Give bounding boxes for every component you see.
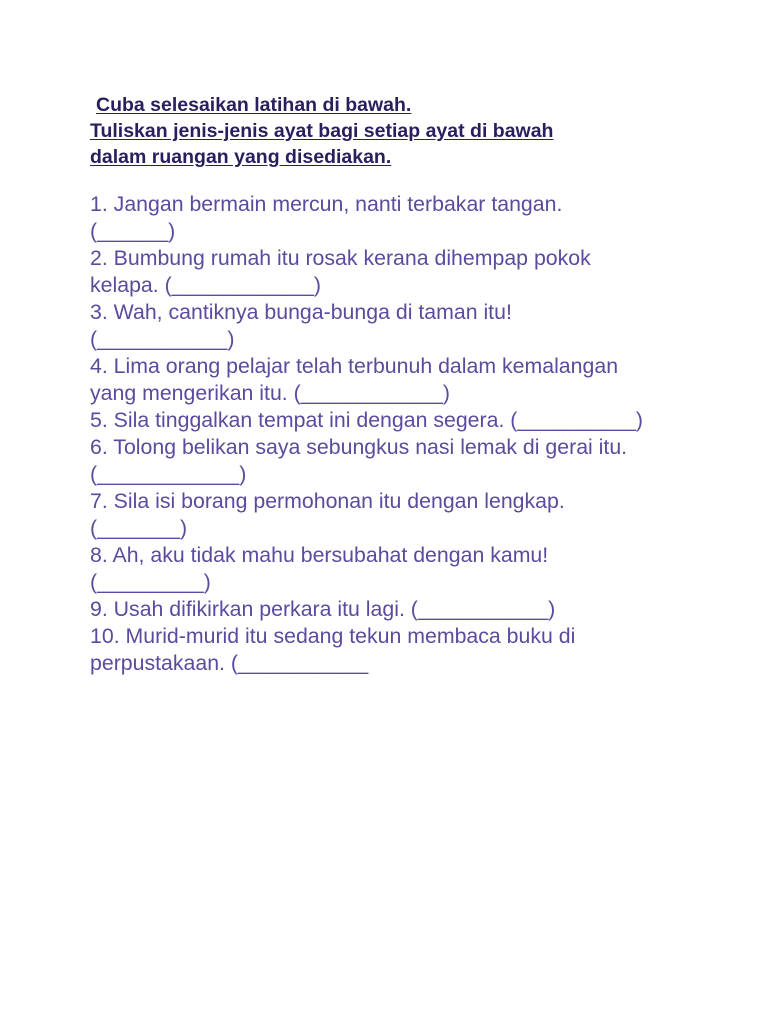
- question-line: kelapa. (____________): [90, 273, 321, 297]
- question-line: 1. Jangan bermain mercun, nanti terbakar tangan.: [90, 192, 563, 216]
- question-line: 9. Usah difikirkan perkara itu lagi. (___________): [90, 597, 556, 621]
- heading-line-3: dalam ruangan yang disediakan.: [90, 146, 392, 168]
- heading-line-1: Cuba selesaikan latihan di bawah.: [96, 94, 412, 116]
- question-line: 8. Ah, aku tidak mahu bersubahat dengan kamu!: [90, 543, 549, 567]
- answer-blank: (______): [90, 219, 176, 243]
- question-line: 10. Murid-murid itu sedang tekun membaca buku di: [90, 624, 576, 648]
- question-line: yang mengerikan itu. (____________): [90, 381, 450, 405]
- question-line: 7. Sila isi borang permohonan itu dengan lengkap.: [90, 489, 565, 513]
- instructions-heading: [90, 92, 730, 170]
- question-line: 5. Sila tinggalkan tempat ini dengan segera. (__________): [90, 408, 643, 432]
- answer-blank: (____________): [90, 462, 247, 486]
- answer-blank: (_________): [90, 570, 211, 594]
- answer-blank: (_______): [90, 516, 188, 540]
- question-line: 3. Wah, cantiknya bunga-bunga di taman itu!: [90, 300, 512, 324]
- answer-blank: (___________): [90, 327, 235, 351]
- heading-line-2: Tuliskan jenis-jenis ayat bagi setiap ayat di bawah: [90, 120, 554, 142]
- question-line: 4. Lima orang pelajar telah terbunuh dalam kemalangan: [90, 354, 619, 378]
- question-list: [90, 191, 730, 677]
- question-line: perpustakaan. (___________: [90, 651, 369, 675]
- question-line: 2. Bumbung rumah itu rosak kerana dihempap pokok: [90, 246, 591, 270]
- question-line: 6. Tolong belikan saya sebungkus nasi lemak di gerai itu.: [90, 435, 628, 459]
